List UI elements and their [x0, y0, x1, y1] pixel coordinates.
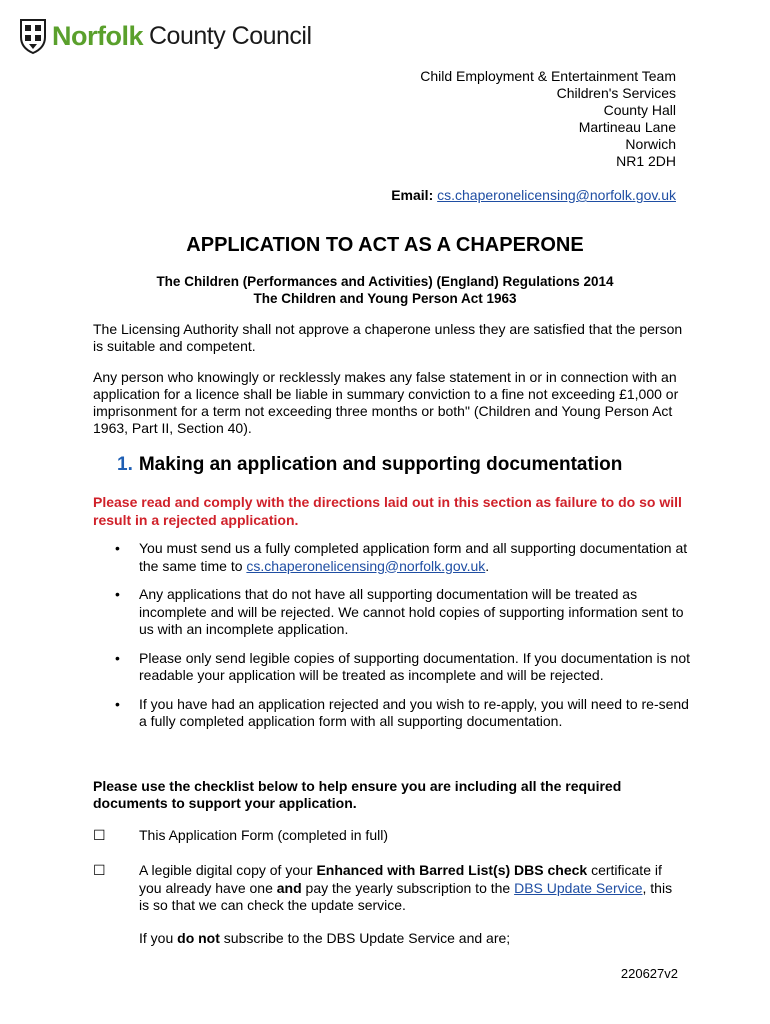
address-line: County Hall: [603, 102, 676, 118]
text-run-bold: and: [276, 879, 302, 896]
dbs-update-service-link[interactable]: DBS Update Service: [514, 879, 643, 896]
subtitle: [0, 273, 770, 307]
checkbox-icon[interactable]: ☐: [93, 862, 106, 878]
logo-brand-text: Norfolk: [52, 20, 143, 51]
text-run: certificate if you already have one: [139, 862, 662, 896]
email-label: Email:: [391, 187, 434, 203]
list-item: [93, 586, 693, 639]
intro-paragraph-2: Any person who knowingly or recklessly makes any false statement in or in connection with an application for a licence shall be liable in summary conviction to a fine not exceeding £1,000 or imprisonment for a term not exceeding three months or both" (Children and Young Person Act 1963, Part II, Section 40).: [93, 369, 679, 436]
address-line: Child Employment & Entertainment Team: [420, 68, 676, 84]
list-item: [93, 540, 693, 575]
text-run: , this is so that we can check the update service.: [139, 879, 673, 913]
list-item-text: You must send us a fully completed application form and all supporting documentation at the same time to: [139, 540, 688, 574]
bullet-icon: •: [115, 586, 120, 602]
address-line: Children's Services: [556, 85, 676, 101]
list-item: [93, 650, 693, 685]
text-run-bold: do not: [177, 930, 220, 946]
bullet-icon: •: [115, 695, 120, 712]
email-line: [391, 187, 676, 203]
page-title: APPLICATION TO ACT AS A CHAPERONE: [186, 234, 584, 256]
email-link[interactable]: cs.chaperonelicensing@norfolk.gov.uk: [437, 187, 676, 203]
address-block: [420, 68, 676, 170]
text-run: pay the yearly subscription to the: [301, 879, 515, 896]
subtitle-line-1: The Children (Performances and Activities) (England) Regulations 2014: [156, 274, 614, 289]
subtitle-line-2: The Children and Young Person Act 1963: [253, 291, 517, 306]
email-link[interactable]: cs.chaperonelicensing@norfolk.gov.uk: [246, 557, 486, 574]
checklist-note-text: [139, 930, 684, 948]
checklist-item-text: This Application Form (completed in full): [139, 827, 388, 843]
section-number: 1.: [117, 454, 133, 475]
section-heading: [117, 454, 622, 476]
section-heading-text: Making an application and supporting documentation: [138, 454, 623, 475]
list-item: [93, 696, 693, 731]
list-item-text: If you have had an application rejected and you wish to re-apply, you will need to re-send a fully completed application form with all supporting documentation.: [139, 695, 689, 729]
text-run: A legible digital copy of your: [139, 862, 317, 878]
address-line: Norwich: [625, 136, 676, 152]
bullet-icon: •: [115, 649, 120, 666]
address-line: Martineau Lane: [578, 119, 676, 135]
text-run-bold: Enhanced with Barred List(s) DBS check: [316, 862, 588, 878]
instructions-list: [93, 540, 693, 742]
text-run: subscribe to the DBS Update Service and are;: [219, 930, 511, 946]
checklist-intro: Please use the checklist below to help ensure you are including all the required documents to support your application.: [93, 778, 622, 811]
version-footer: 220627v2: [620, 966, 678, 981]
norfolk-crest-icon: [18, 17, 48, 55]
bullet-icon: •: [115, 540, 120, 556]
text-run: If you: [139, 930, 178, 946]
checklist-item-text: [139, 862, 684, 915]
list-item-text: Any applications that do not have all supporting documentation will be treated as incomplete and will be rejected. We cannot hold copies of supporting information sent to us with an incomplete application.: [139, 586, 684, 637]
norfolk-county-council-logo: [18, 16, 312, 56]
list-item-text: .: [485, 557, 490, 574]
warning-text: Please read and comply with the directions laid out in this section as failure to do so will result in a rejected application.: [93, 494, 682, 528]
logo-suffix-text: County Council: [149, 21, 312, 50]
list-item-text: Please only send legible copies of supporting documentation. If you documentation is not readable your application will be treated as incomplete and will be rejected.: [139, 649, 691, 683]
checkbox-icon[interactable]: ☐: [93, 827, 106, 843]
address-line: NR1 2DH: [616, 153, 676, 169]
intro-paragraph-1: The Licensing Authority shall not approve a chaperone unless they are satisfied that the person is suitable and competent.: [93, 321, 683, 354]
